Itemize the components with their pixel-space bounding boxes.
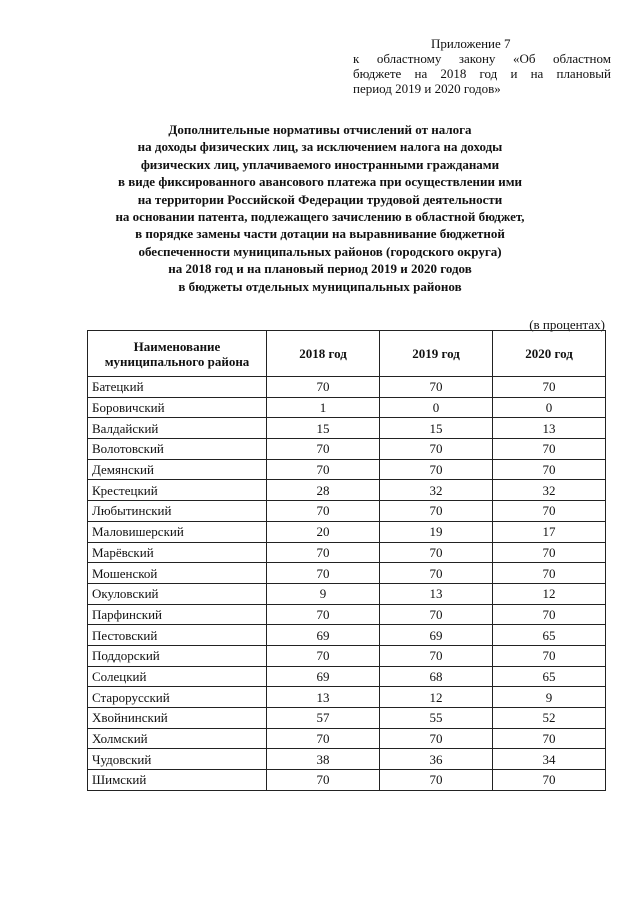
value-cell-2019: 55 <box>380 708 493 729</box>
value-cell-2019: 68 <box>380 666 493 687</box>
table-row <box>88 625 606 646</box>
title-line: в бюджеты отдельных муниципальных районов <box>178 278 462 294</box>
value-cell-2020: 9 <box>493 687 606 708</box>
table-header-row <box>88 331 606 377</box>
district-name-cell: Батецкий <box>88 377 267 398</box>
district-name-cell: Холмский <box>88 728 267 749</box>
value-cell-2020: 70 <box>493 728 606 749</box>
appendix-line: период 2019 и 2020 годов» <box>353 81 501 96</box>
value-cell-2018: 70 <box>267 728 380 749</box>
value-cell-2019: 70 <box>380 645 493 666</box>
value-cell-2018: 13 <box>267 687 380 708</box>
value-cell-2020: 0 <box>493 397 606 418</box>
column-header-2018: 2018 год <box>267 331 380 377</box>
district-name-cell: Чудовский <box>88 749 267 770</box>
value-cell-2020: 70 <box>493 604 606 625</box>
value-cell-2018: 70 <box>267 563 380 584</box>
value-cell-2019: 70 <box>380 604 493 625</box>
title-line: на доходы физических лиц, за исключением налога на доходы <box>137 139 503 155</box>
title-line: Дополнительные нормативы отчислений от налога <box>168 122 472 137</box>
value-cell-2018: 70 <box>267 542 380 563</box>
value-cell-2019: 32 <box>380 480 493 501</box>
value-cell-2018: 20 <box>267 521 380 542</box>
value-cell-2018: 70 <box>267 604 380 625</box>
table-row <box>88 459 606 480</box>
value-cell-2019: 70 <box>380 563 493 584</box>
value-cell-2020: 70 <box>493 439 606 460</box>
title-line: на 2018 год и на плановый период 2019 и 2020 годов <box>168 261 472 277</box>
value-cell-2019: 69 <box>380 625 493 646</box>
district-name-cell: Демянский <box>88 459 267 480</box>
value-cell-2018: 70 <box>267 439 380 460</box>
unit-note: (в процентах) <box>529 317 605 332</box>
table-row <box>88 583 606 604</box>
district-name-cell: Любытинский <box>88 501 267 522</box>
column-header-district: Наименование муниципального района <box>88 331 267 377</box>
district-name-cell: Маловишерский <box>88 521 267 542</box>
title-line: на территории Российской Федерации трудовой деятельности <box>137 191 503 207</box>
value-cell-2020: 34 <box>493 749 606 770</box>
value-cell-2020: 70 <box>493 563 606 584</box>
title-line: на основании патента, подлежащего зачислению в областной бюджет, <box>115 209 525 225</box>
district-name-cell: Марёвский <box>88 542 267 563</box>
value-cell-2018: 70 <box>267 459 380 480</box>
value-cell-2020: 70 <box>493 501 606 522</box>
table-row <box>88 645 606 666</box>
value-cell-2018: 57 <box>267 708 380 729</box>
table-row <box>88 521 606 542</box>
table-row <box>88 666 606 687</box>
value-cell-2019: 12 <box>380 687 493 708</box>
table-row <box>88 418 606 439</box>
appendix-number: Приложение 7 <box>431 36 511 51</box>
value-cell-2018: 69 <box>267 666 380 687</box>
value-cell-2020: 65 <box>493 666 606 687</box>
value-cell-2019: 19 <box>380 521 493 542</box>
district-name-cell: Старорусский <box>88 687 267 708</box>
appendix-block <box>353 36 611 96</box>
district-name-cell: Парфинский <box>88 604 267 625</box>
title-line: в виде фиксированного авансового платежа при осуществлении ими <box>117 174 523 190</box>
district-name-cell: Пестовский <box>88 625 267 646</box>
district-name-cell: Валдайский <box>88 418 267 439</box>
document-title <box>60 121 580 295</box>
district-name-cell: Мошенской <box>88 563 267 584</box>
value-cell-2018: 70 <box>267 501 380 522</box>
value-cell-2019: 70 <box>380 542 493 563</box>
district-name-cell: Поддорский <box>88 645 267 666</box>
title-line: в порядке замены части дотации на выравнивание бюджетной <box>135 226 505 242</box>
value-cell-2020: 52 <box>493 708 606 729</box>
table-row <box>88 749 606 770</box>
value-cell-2019: 15 <box>380 418 493 439</box>
district-name-cell: Шимский <box>88 770 267 791</box>
value-cell-2020: 13 <box>493 418 606 439</box>
title-line: обеспеченности муниципальных районов (городского округа) <box>138 243 502 259</box>
table-row <box>88 480 606 501</box>
value-cell-2019: 0 <box>380 397 493 418</box>
value-cell-2019: 70 <box>380 439 493 460</box>
district-name-cell: Боровичский <box>88 397 267 418</box>
value-cell-2020: 17 <box>493 521 606 542</box>
value-cell-2020: 70 <box>493 377 606 398</box>
table-body <box>88 377 606 791</box>
appendix-line: к областному закону «Об областном <box>353 51 611 66</box>
value-cell-2019: 70 <box>380 459 493 480</box>
value-cell-2020: 32 <box>493 480 606 501</box>
value-cell-2020: 70 <box>493 459 606 480</box>
value-cell-2019: 70 <box>380 501 493 522</box>
table-row <box>88 377 606 398</box>
column-header-2020: 2020 год <box>493 331 606 377</box>
value-cell-2018: 28 <box>267 480 380 501</box>
norms-table <box>87 330 606 791</box>
district-name-cell: Солецкий <box>88 666 267 687</box>
district-name-cell: Волотовский <box>88 439 267 460</box>
district-name-cell: Окуловский <box>88 583 267 604</box>
value-cell-2018: 70 <box>267 377 380 398</box>
value-cell-2018: 69 <box>267 625 380 646</box>
value-cell-2019: 70 <box>380 377 493 398</box>
table-row <box>88 563 606 584</box>
value-cell-2018: 70 <box>267 645 380 666</box>
value-cell-2019: 70 <box>380 728 493 749</box>
table-row <box>88 542 606 563</box>
value-cell-2020: 70 <box>493 770 606 791</box>
table-row <box>88 439 606 460</box>
value-cell-2020: 65 <box>493 625 606 646</box>
value-cell-2018: 15 <box>267 418 380 439</box>
column-header-2019: 2019 год <box>380 331 493 377</box>
value-cell-2018: 1 <box>267 397 380 418</box>
value-cell-2020: 70 <box>493 542 606 563</box>
table-row <box>88 708 606 729</box>
value-cell-2018: 70 <box>267 770 380 791</box>
table-row <box>88 501 606 522</box>
value-cell-2018: 9 <box>267 583 380 604</box>
appendix-line: бюджете на 2018 год и на плановый <box>353 66 611 81</box>
value-cell-2020: 70 <box>493 645 606 666</box>
table-row <box>88 728 606 749</box>
district-name-cell: Хвойнинский <box>88 708 267 729</box>
table-row <box>88 687 606 708</box>
value-cell-2020: 12 <box>493 583 606 604</box>
value-cell-2018: 38 <box>267 749 380 770</box>
district-name-cell: Крестецкий <box>88 480 267 501</box>
table-row <box>88 770 606 791</box>
value-cell-2019: 70 <box>380 770 493 791</box>
value-cell-2019: 36 <box>380 749 493 770</box>
value-cell-2019: 13 <box>380 583 493 604</box>
table-row <box>88 604 606 625</box>
table-row <box>88 397 606 418</box>
title-line: физических лиц, уплачиваемого иностранными гражданами <box>140 156 500 172</box>
